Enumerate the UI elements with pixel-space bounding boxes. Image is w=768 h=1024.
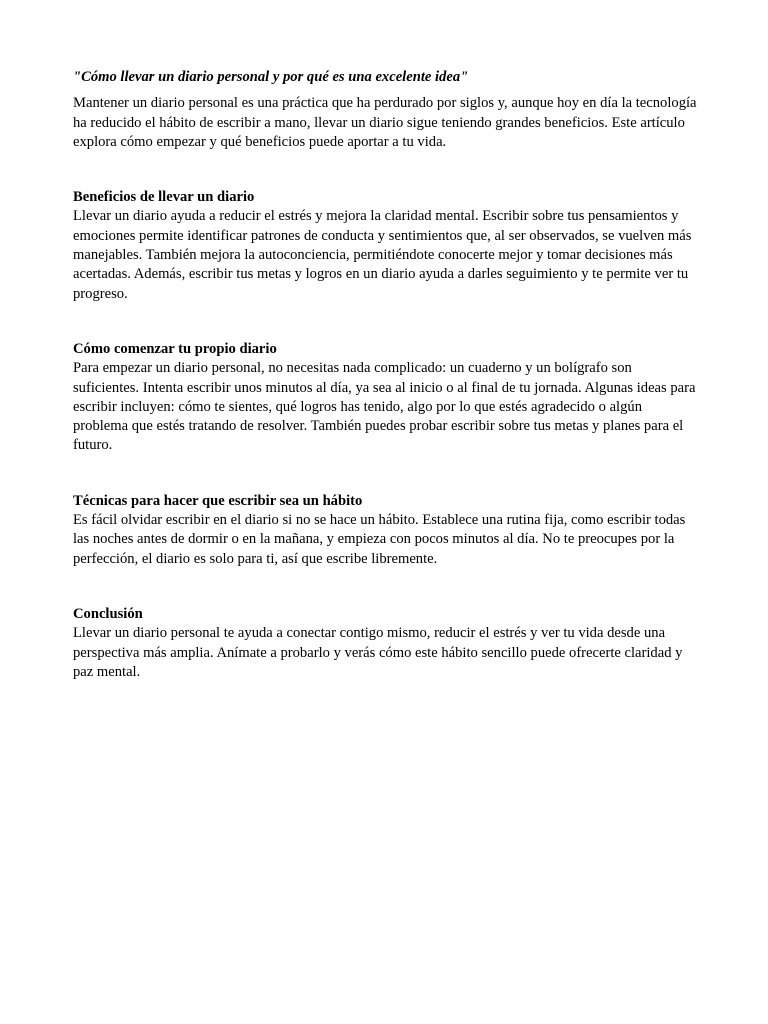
section-heading: Cómo comenzar tu propio diario	[73, 340, 277, 357]
section-heading: Conclusión	[73, 605, 143, 622]
section-heading: Técnicas para hacer que escribir sea un hábito	[73, 492, 363, 509]
section-body: Llevar un diario personal te ayuda a conectar contigo mismo, reducir el estrés y ver tu vida desde una perspectiva más amplia. Anímate a probarlo y verás cómo este hábito sencillo puede ofrecerte claridad y paz mental.	[73, 625, 683, 680]
section-heading: Beneficios de llevar un diario	[73, 189, 255, 206]
section-benefits	[73, 188, 698, 304]
section-body: Para empezar un diario personal, no necesitas nada complicado: un cuaderno y un bolígrafo son suficientes. Intenta escribir unos minutos al día, ya sea al inicio o al final de tu jornada. Algunas ideas para escribir incluyen: cómo te sientes, qué logros has tenido, algo por lo que estés agradecido o algún problema que estés tratando de resolver. También puedes probar escribir sobre tus metas y planes para el futuro.	[73, 360, 696, 454]
section-body: Llevar un diario ayuda a reducir el estrés y mejora la claridad mental. Escribir sobre tus pensamientos y emociones permite identificar patrones de conducta y sentimientos que, al ser observados, se vuelven más manejables. También mejora la autoconciencia, permitiéndote conocerte mejor y tomar decisiones más acertadas. Además, escribir tus metas y logros en un diario ayuda a darles seguimiento y te permite ver tu progreso.	[73, 208, 692, 302]
section-body: Es fácil olvidar escribir en el diario si no se hace un hábito. Establece una rutina fija, como escribir todas las noches antes de dormir o en la mañana, y empieza con pocos minutos al día. No te preocupes por la perfección, el diario es solo para ti, así que escribe libremente.	[73, 512, 686, 567]
section-conclusion	[73, 605, 698, 682]
intro-paragraph: Mantener un diario personal es una práctica que ha perdurado por siglos y, aunque hoy en día la tecnología ha reducido el hábito de escribir a mano, llevar un diario sigue teniendo grandes beneficios. Este artículo explora cómo empezar y qué beneficios puede aportar a tu vida.	[73, 95, 697, 150]
document-title: "Cómo llevar un diario personal y por qué es una excelente idea"	[73, 69, 469, 85]
document-page	[73, 68, 698, 682]
section-getting-started	[73, 340, 698, 456]
section-habit-techniques	[73, 492, 698, 569]
